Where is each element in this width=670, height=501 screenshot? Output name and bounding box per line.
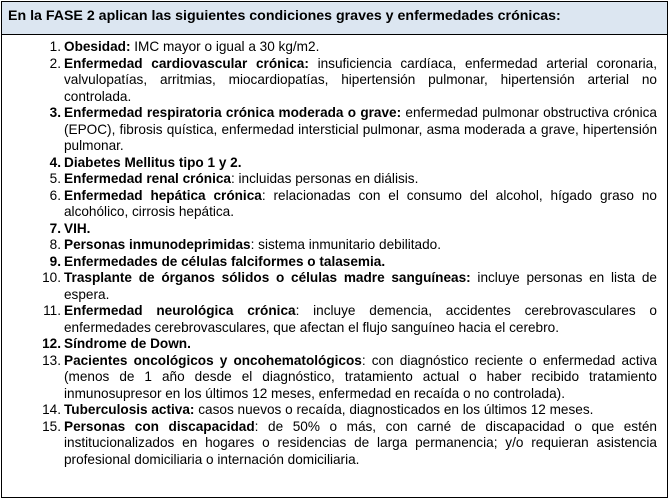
item-term: Enfermedad neurológica crónica <box>64 303 296 318</box>
item-term: Enfermedad cardiovascular crónica: <box>64 55 309 71</box>
item-term: Trasplante de órganos sólidos o células madre sanguíneas: <box>64 270 471 285</box>
list-item <box>2 270 667 303</box>
item-number: 10. <box>42 270 61 285</box>
list-item <box>2 39 667 56</box>
conditions-box <box>1 1 668 498</box>
list-item <box>2 254 667 271</box>
item-description: incluye personas en lista de espera. <box>64 270 657 302</box>
item-description: : incluye demencia, accidentes cerebrovasculares o enfermedades cerebrovasculares, que afectan el flujo sanguíneo hacia el cerebro. <box>64 303 657 335</box>
item-description: : sistema inmunitario debilitado. <box>250 237 441 252</box>
list-item <box>2 56 667 106</box>
item-term: Síndrome de Down. <box>64 336 191 351</box>
item-term: Enfermedad renal crónica <box>64 171 231 186</box>
item-term: Personas con discapacidad <box>64 418 255 434</box>
item-term: Obesidad: <box>64 39 131 54</box>
item-number: 9. <box>49 253 61 269</box>
list-item <box>2 221 667 238</box>
item-term: Enfermedad hepática crónica <box>64 187 262 203</box>
list-item <box>2 155 667 172</box>
list-item <box>2 353 667 403</box>
item-number: 14. <box>42 402 61 417</box>
item-term: Enfermedades de células falciformes o talasemia. <box>64 253 386 269</box>
item-term: Diabetes Mellitus tipo 1 y 2. <box>64 154 242 170</box>
conditions-list <box>2 39 667 468</box>
item-number: 7. <box>49 220 61 236</box>
item-description: : con diagnóstico reciente o enfermedad activa (menos de 1 año desde el diagnóstico, tratamiento actual o haber recibido tratamiento inmunosupresor en los últimos 12 meses, enfermedad en recaída o no controlada). <box>64 352 657 401</box>
item-number: 2. <box>49 55 61 71</box>
item-number: 13. <box>42 352 61 368</box>
item-description: enfermedad pulmonar obstructiva crónica (EPOC), fibrosis quística, enfermedad intersticial pulmonar, asma moderada a grave, hipertensión pulmonar. <box>64 105 657 153</box>
list-item <box>2 105 667 155</box>
item-number: 5. <box>49 171 61 186</box>
item-description: IMC mayor o igual a 30 kg/m2. <box>130 39 320 54</box>
item-description: insuficiencia cardíaca, enfermedad arterial coronaria, valvulopatías, arritmias, miocardiopatías, hipertensión pulmonar, hipertensión arterial no controlada. <box>64 55 657 104</box>
list-item <box>2 419 667 469</box>
item-term: Pacientes oncológicos y oncohematológicos <box>64 352 362 368</box>
item-description: : de 50% o más, con carné de discapacidad o que estén institucionalizados en hogares o residencias de larga permanencia; y/o requieran asistencia profesional domiciliaria o internación domiciliaria. <box>64 418 657 467</box>
item-number: 4. <box>49 154 61 170</box>
item-number: 6. <box>49 187 61 203</box>
item-term: VIH. <box>64 220 91 236</box>
item-number: 3. <box>49 105 61 120</box>
item-number: 12. <box>42 336 61 351</box>
item-number: 15. <box>42 418 61 434</box>
list-item <box>2 171 667 188</box>
item-description: : incluidas personas en diálisis. <box>230 171 419 186</box>
item-description: casos nuevos o recaída, diagnosticados en los últimos 12 meses. <box>194 402 594 417</box>
item-term: Enfermedad respiratoria crónica moderada o grave: <box>64 105 402 120</box>
item-number: 11. <box>43 303 61 318</box>
item-term: Personas inmunodeprimidas <box>64 237 251 252</box>
list-item <box>2 303 667 336</box>
item-number: 8. <box>49 237 61 252</box>
item-description: : relacionadas con el consumo del alcohol, hígado graso no alcohólico, cirrosis hepática. <box>64 187 657 219</box>
list-item <box>2 237 667 254</box>
item-number: 1. <box>49 39 61 54</box>
header-title: En la FASE 2 aplican las siguientes condiciones graves y enfermedades crónicas: <box>8 8 561 24</box>
list-item <box>2 336 667 353</box>
header-bar <box>2 2 667 35</box>
item-term: Tuberculosis activa: <box>64 402 195 417</box>
list-item <box>2 402 667 419</box>
list-item <box>2 188 667 221</box>
